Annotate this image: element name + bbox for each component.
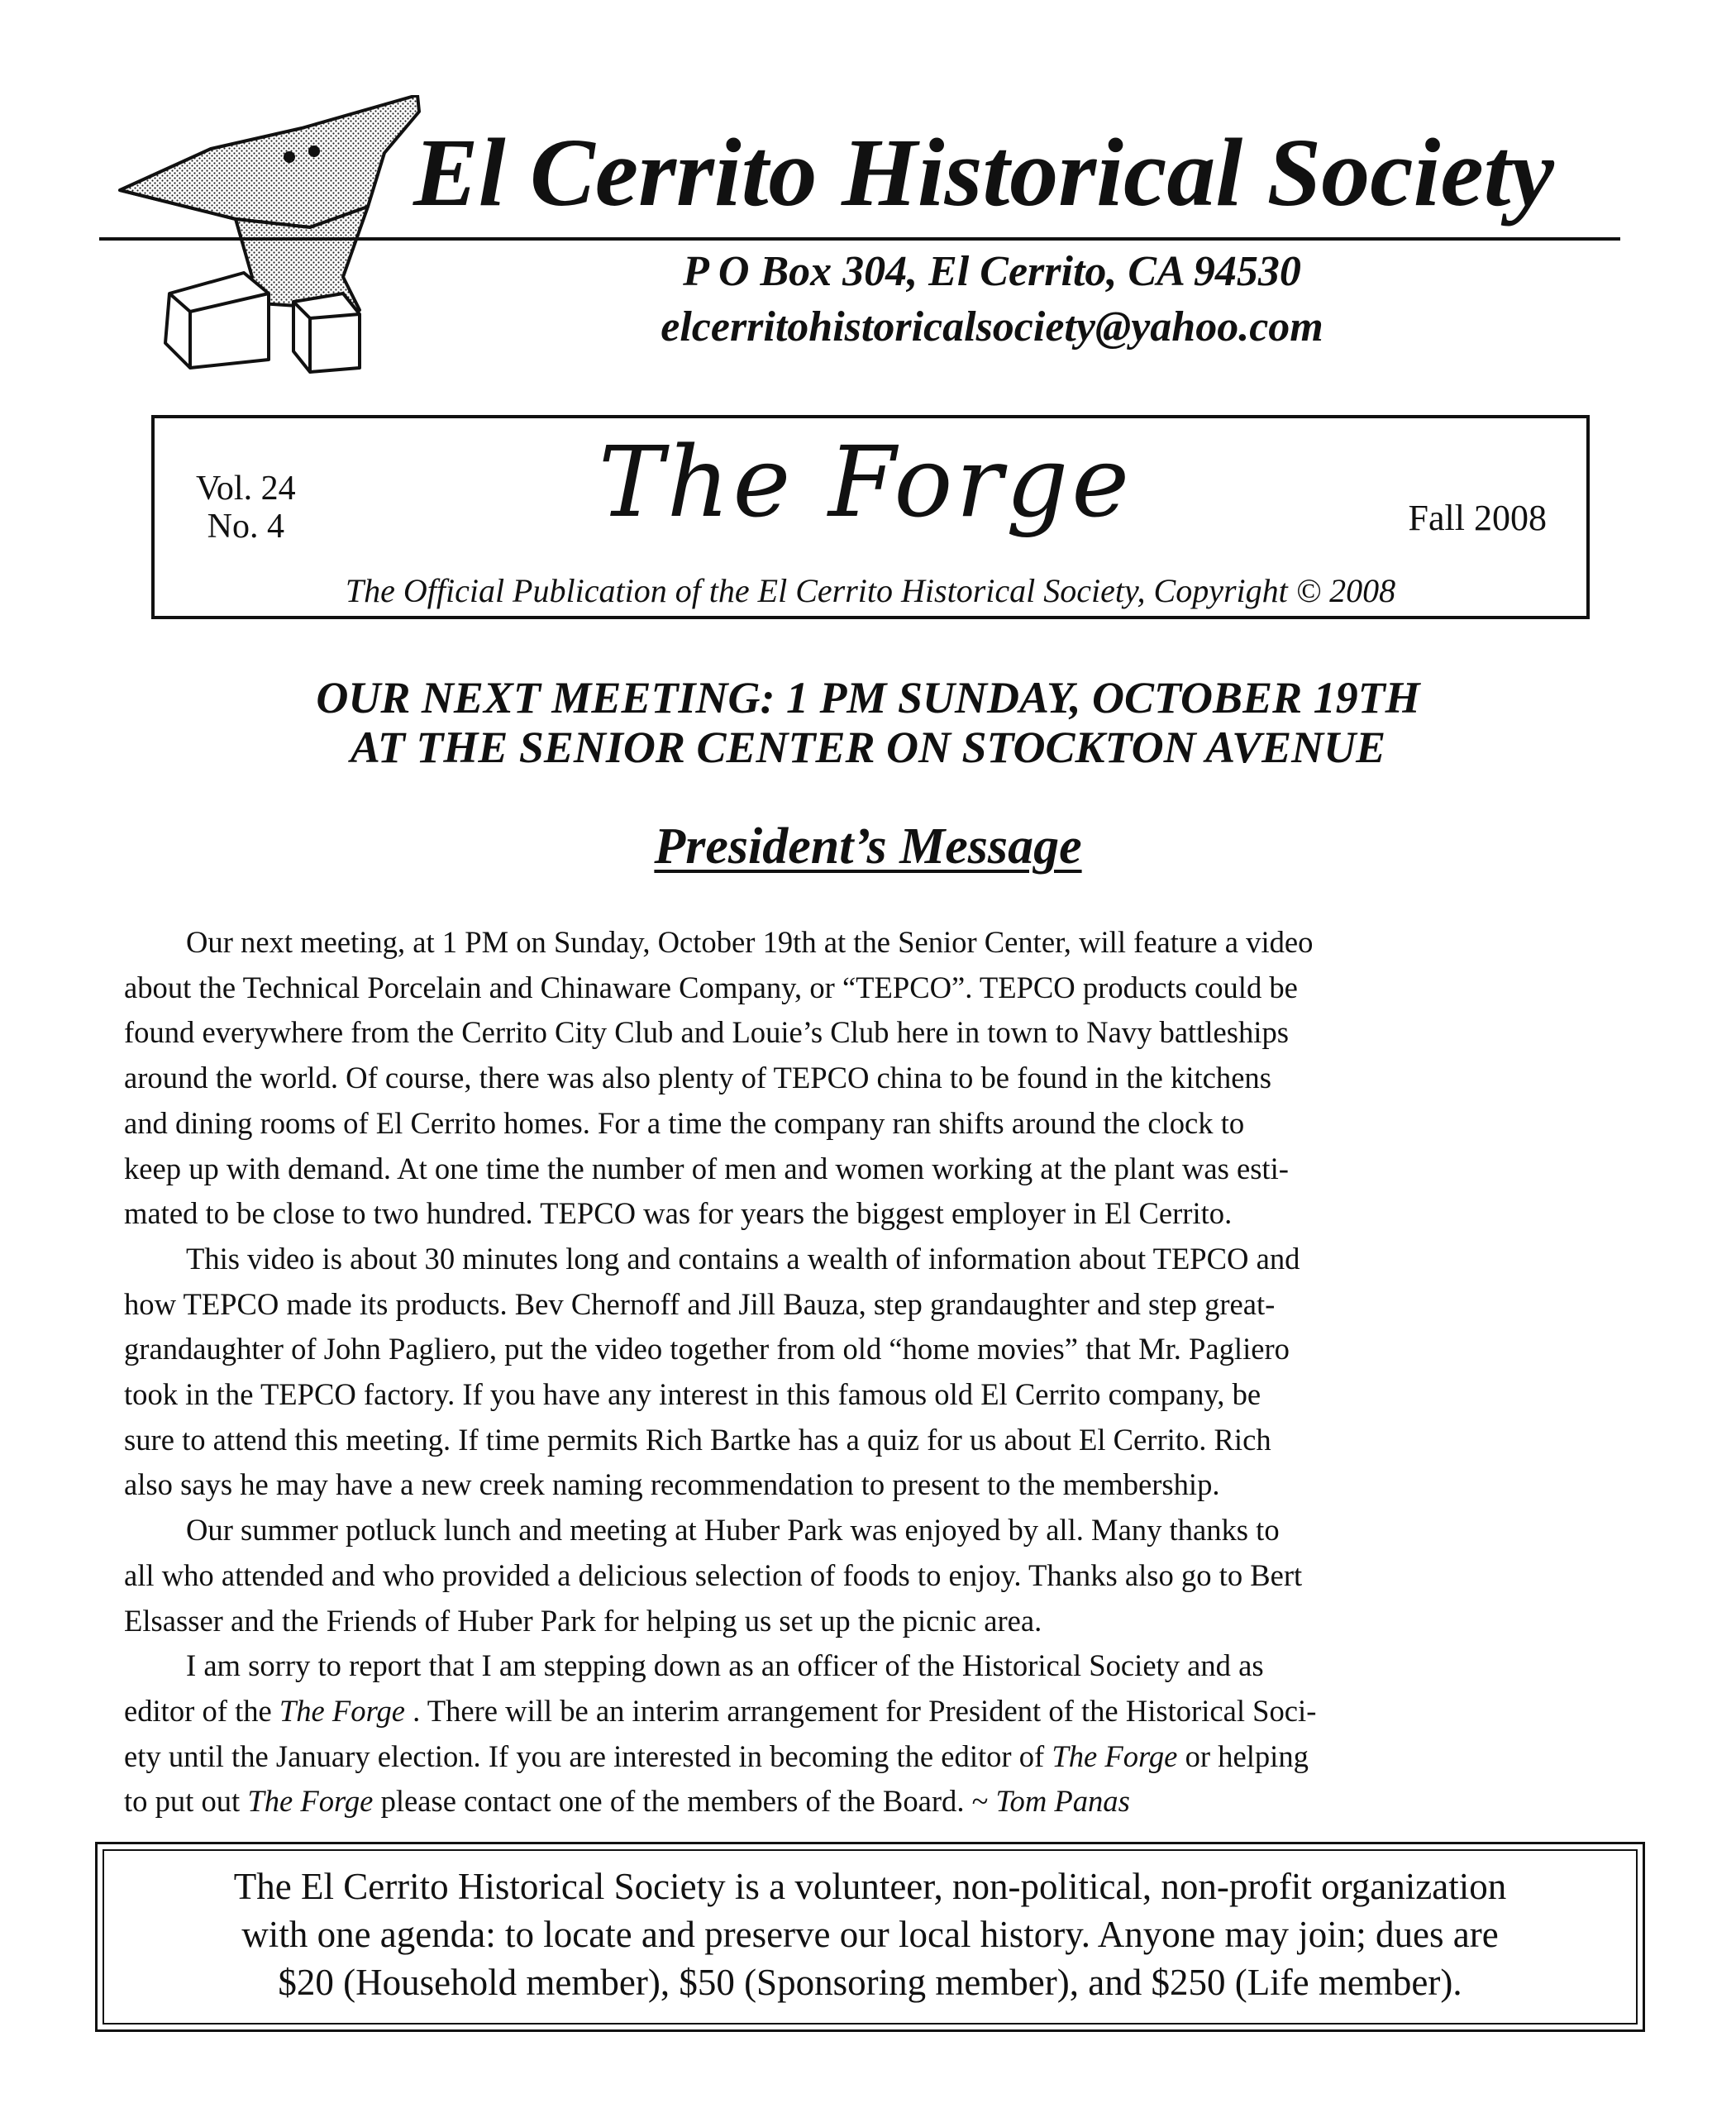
paragraph-3 (124, 1508, 1612, 1643)
text-span: to put out (124, 1784, 248, 1819)
text-span: editor of the (124, 1693, 279, 1728)
text-line: sure to attend this meeting. If time permits Rich Bartke has a quiz for us about El Cerrito. Rich (124, 1422, 1271, 1457)
text-line (124, 1779, 1612, 1824)
author-signature: Tom Panas (995, 1784, 1130, 1819)
society-mission-box (95, 1842, 1645, 2032)
text-line: This video is about 30 minutes long and contains a wealth of information about TEPCO and (186, 1241, 1300, 1276)
presidents-message-title: President’s Message (654, 818, 1082, 875)
meeting-announcement-line-2: AT THE SENIOR CENTER ON STOCKTON AVENUE (350, 723, 1386, 772)
newsletter-banner (151, 415, 1590, 619)
text-line: keep up with demand. At one time the number of men and women working at the plant was esti- (124, 1151, 1289, 1185)
text-line: I am sorry to report that I am stepping down as an officer of the Historical Society and as (186, 1648, 1264, 1683)
text-line: Our next meeting, at 1 PM on Sunday, October 19th at the Senior Center, will feature a video (186, 925, 1314, 959)
text-span: please contact one of the members of the Board. ~ (373, 1784, 996, 1819)
text-line: Our summer potluck lunch and meeting at Huber Park was enjoyed by all. Many thanks to (186, 1513, 1280, 1548)
mission-line: $20 (Household member), $50 (Sponsoring member), and $250 (Life member). (278, 1962, 1462, 2003)
paragraph-4 (124, 1643, 1612, 1824)
mission-text (98, 1862, 1643, 2006)
official-publication-line: The Official Publication of the El Cerrito Historical Society, Copyright © 2008 (345, 572, 1396, 609)
text-span: or helping (1177, 1738, 1309, 1773)
society-email: elcerritohistoricalsociety@yahoo.com (661, 303, 1323, 351)
issue-number: No. 4 (207, 508, 284, 546)
meeting-announcement-line-1: OUR NEXT MEETING: 1 PM SUNDAY, OCTOBER 19TH (316, 673, 1420, 723)
volume-number: Vol. 24 (196, 470, 296, 508)
publication-title: The Forge (279, 1693, 405, 1728)
text-span: . There will be an interim arrangement for President of the Historical Soci- (404, 1693, 1317, 1728)
text-line: also says he may have a new creek naming recommendation to present to the membership. (124, 1467, 1220, 1502)
issue-season: Fall 2008 (1408, 498, 1547, 538)
paragraph-2 (124, 1237, 1612, 1508)
paragraph-1 (124, 920, 1612, 1237)
volume-info (196, 470, 296, 546)
text-line: Elsasser and the Friends of Huber Park for helping us set up the picnic area. (124, 1603, 1042, 1638)
text-line: found everywhere from the Cerrito City Club and Louie’s Club here in town to Navy battleships (124, 1015, 1289, 1050)
text-line: about the Technical Porcelain and Chinaware Company, or “TEPCO”. TEPCO products could be (124, 970, 1298, 1004)
presidents-message-body (124, 920, 1612, 1824)
anvil-icon (112, 95, 442, 376)
publication-title: The Forge (247, 1784, 374, 1819)
text-line: and dining rooms of El Cerrito homes. For a time the company ran shifts around the clock to (124, 1105, 1245, 1140)
text-line: grandaughter of John Pagliero, put the video together from old “home movies” that Mr. Pagliero (124, 1332, 1290, 1366)
mission-line: The El Cerrito Historical Society is a volunteer, non-political, non-profit organization (233, 1866, 1507, 1907)
text-line (124, 1734, 1612, 1780)
text-line: how TEPCO made its products. Bev Chernoff and Jill Bauza, step grandaughter and step great- (124, 1286, 1276, 1321)
mission-line: with one agenda: to locate and preserve our local history. Anyone may join; dues are (241, 1914, 1499, 1955)
text-line: all who attended and who provided a delicious selection of foods to enjoy. Thanks also go to Bert (124, 1557, 1303, 1592)
society-name: El Cerrito Historical Society (413, 118, 1554, 227)
presidents-message-heading (0, 818, 1736, 875)
text-line: mated to be close to two hundred. TEPCO was for years the biggest employer in El Cerrito. (124, 1196, 1233, 1231)
society-address: P O Box 304, El Cerrito, CA 94530 (683, 248, 1301, 295)
text-line: around the world. Of course, there was also plenty of TEPCO china to be found in the kitchens (124, 1061, 1271, 1095)
text-span: ety until the January election. If you are interested in becoming the editor of (124, 1738, 1052, 1773)
masthead-rule (99, 237, 1620, 241)
publication-title: The Forge (1052, 1738, 1178, 1773)
text-line: took in the TEPCO factory. If you have any interest in this famous old El Cerrito company, be (124, 1377, 1261, 1412)
text-line (124, 1689, 1612, 1734)
newsletter-title: The Forge (598, 425, 1133, 539)
